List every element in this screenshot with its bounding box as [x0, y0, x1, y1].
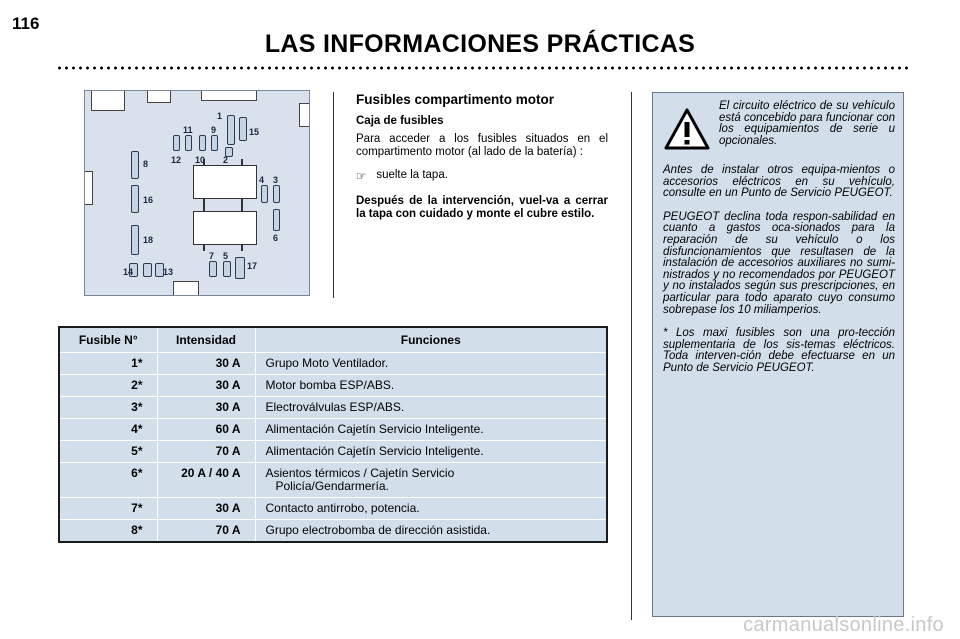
fuse-label-2: 2 [223, 155, 229, 165]
fuse-label-16: 16 [143, 195, 154, 205]
after-intervention-text: Después de la intervención, vuel-va a cerrar la tapa con cuidado y monte el cubre estilo. [356, 195, 608, 220]
warning-paragraph-2: Antes de instalar otros equipa-mientos o accesorios eléctricos en su vehículo, consulte en un Punto de Servicio PEUGEOT. [663, 164, 895, 200]
fuse-label-1: 1 [217, 111, 223, 121]
fuse-label-17: 17 [247, 261, 258, 271]
warning-paragraph-4: * Los maxi fusibles son una pro-tección suplementaria de los sis-temas eléctricos. Toda interven-ción debe efectuarse en un Punto de Servicio PEUGEOT. [663, 327, 895, 374]
fuse-label-13: 13 [163, 267, 174, 277]
fuse-4 [261, 185, 268, 203]
fuse-12 [173, 135, 180, 151]
table-row [59, 441, 607, 463]
fuse-label-15: 15 [249, 127, 260, 137]
intensity-cell: 30 A [157, 375, 255, 397]
intensity-cell: 20 A / 40 A [157, 463, 255, 498]
housing-top-left [91, 90, 125, 111]
fuse-label-18: 18 [143, 235, 154, 245]
function-cell: Electroválvulas ESP/ABS. [255, 397, 607, 419]
fuse-box-diagram [84, 90, 310, 296]
relay-lower-pin [203, 205, 205, 211]
fuse-label-14: 14 [123, 267, 134, 277]
housing-right-notch [299, 103, 310, 127]
fuse-7 [209, 261, 217, 277]
table-row [59, 498, 607, 520]
function-cell: Alimentación Cajetín Servicio Inteligente. [255, 441, 607, 463]
fuse-instructions [356, 92, 608, 221]
function-cell: Motor bomba ESP/ABS. [255, 375, 607, 397]
column-divider-right [631, 92, 632, 620]
fuse-label-10: 10 [195, 155, 206, 165]
dotted-separator [56, 66, 908, 70]
relay-lower-pin [241, 205, 243, 211]
function-cell: Grupo Moto Ventilador. [255, 353, 607, 375]
fuse-label-4: 4 [259, 175, 265, 185]
fuse-label-5: 5 [223, 251, 229, 261]
fuse-13a [143, 263, 152, 277]
intensity-cell: 70 A [157, 441, 255, 463]
instruction-step [356, 169, 608, 183]
table-row [59, 520, 607, 543]
fuse-number-cell: 6* [59, 463, 157, 498]
fuse-11 [185, 135, 192, 151]
relay-lower-pin [203, 245, 205, 251]
fuse-label-6: 6 [273, 233, 279, 243]
intensity-cell: 30 A [157, 397, 255, 419]
relay-upper-pin [241, 159, 243, 165]
function-cell: Contacto antirrobo, potencia. [255, 498, 607, 520]
page-number: 116 [12, 14, 40, 33]
header-fuse-number: Fusible N° [59, 327, 157, 353]
warning-box [652, 92, 904, 617]
fuse-label-12: 12 [171, 155, 182, 165]
housing-left-notch [84, 171, 93, 205]
intensity-cell: 70 A [157, 520, 255, 543]
table-row [59, 375, 607, 397]
fuse-17 [235, 257, 245, 279]
header-functions: Funciones [255, 327, 607, 353]
housing-top-right-tab [201, 90, 257, 101]
fuse-table [58, 326, 608, 543]
fuse-9 [211, 135, 218, 151]
function-cell: Grupo electrobomba de dirección asistida. [255, 520, 607, 543]
intro-text: Para acceder a los fusibles situados en el compartimento motor (al lado de la batería) : [356, 133, 608, 158]
fuse-number-cell: 7* [59, 498, 157, 520]
fuse-number-cell: 2* [59, 375, 157, 397]
fuse-3 [273, 185, 280, 203]
table-header-row [59, 327, 607, 353]
fuse-15 [239, 117, 247, 141]
table-row [59, 397, 607, 419]
pointing-hand-icon: ☞ [356, 171, 367, 183]
table-row [59, 353, 607, 375]
function-line-continued: Policía/Gendarmería. [275, 479, 389, 493]
step-text: suelte la tapa. [376, 169, 448, 181]
intensity-cell: 30 A [157, 353, 255, 375]
relay-upper [193, 165, 257, 199]
function-line: Asientos térmicos / Cajetín Servicio [265, 466, 455, 480]
relay-lower-pin [241, 245, 243, 251]
fuse-8 [131, 151, 139, 179]
fuse-number-cell: 1* [59, 353, 157, 375]
intensity-cell: 30 A [157, 498, 255, 520]
fuse-number-cell: 3* [59, 397, 157, 419]
fuse-number-cell: 8* [59, 520, 157, 543]
warning-intro [663, 101, 895, 151]
fuse-number-cell: 5* [59, 441, 157, 463]
section-subheading: Caja de fusibles [356, 115, 444, 127]
housing-top-center [147, 90, 171, 103]
column-divider-left [333, 92, 334, 298]
fuse-label-11: 11 [183, 125, 193, 135]
fuse-5 [223, 261, 231, 277]
fuse-10 [199, 135, 206, 151]
fuse-label-3: 3 [273, 175, 279, 185]
fuse-number-cell: 4* [59, 419, 157, 441]
table-row [59, 463, 607, 498]
table-row [59, 419, 607, 441]
watermark: carmanualsonline.info [743, 614, 944, 636]
intensity-cell: 60 A [157, 419, 255, 441]
fuse-18 [131, 225, 139, 255]
fuse-1 [227, 115, 235, 145]
function-cell [255, 463, 607, 498]
function-cell: Alimentación Cajetín Servicio Inteligente. [255, 419, 607, 441]
warning-triangle-icon [663, 107, 711, 151]
relay-lower [193, 211, 257, 245]
fuse-6 [273, 209, 280, 231]
warning-paragraph-3: PEUGEOT declina toda respon-sabilidad en cuanto a gastos oca-sionados para la reparación de su vehículo o los disfuncionamientos que resultasen de la instalación de accesorios auxiliares no sumi-nistrados y no recomendados por PEUGEOT y no instalados según sus prescripciones, en particular para todo aparato cuyo consumo sobrepase los 10 miliamperios. [663, 210, 895, 316]
section-heading: Fusibles compartimento motor [356, 92, 555, 107]
page-title: LAS INFORMACIONES PRÁCTICAS [264, 30, 696, 58]
fuse-label-9: 9 [211, 125, 217, 135]
fuse-label-7: 7 [209, 251, 215, 261]
fuse-label-8: 8 [143, 159, 149, 169]
housing-bottom-tab [173, 281, 199, 296]
header-intensity: Intensidad [157, 327, 255, 353]
fuse-16 [131, 185, 139, 213]
warning-paragraph-1: El circuito eléctrico de su vehículo está concebido para funcionar con los equipamientos de serie u opcionales. [719, 100, 895, 147]
